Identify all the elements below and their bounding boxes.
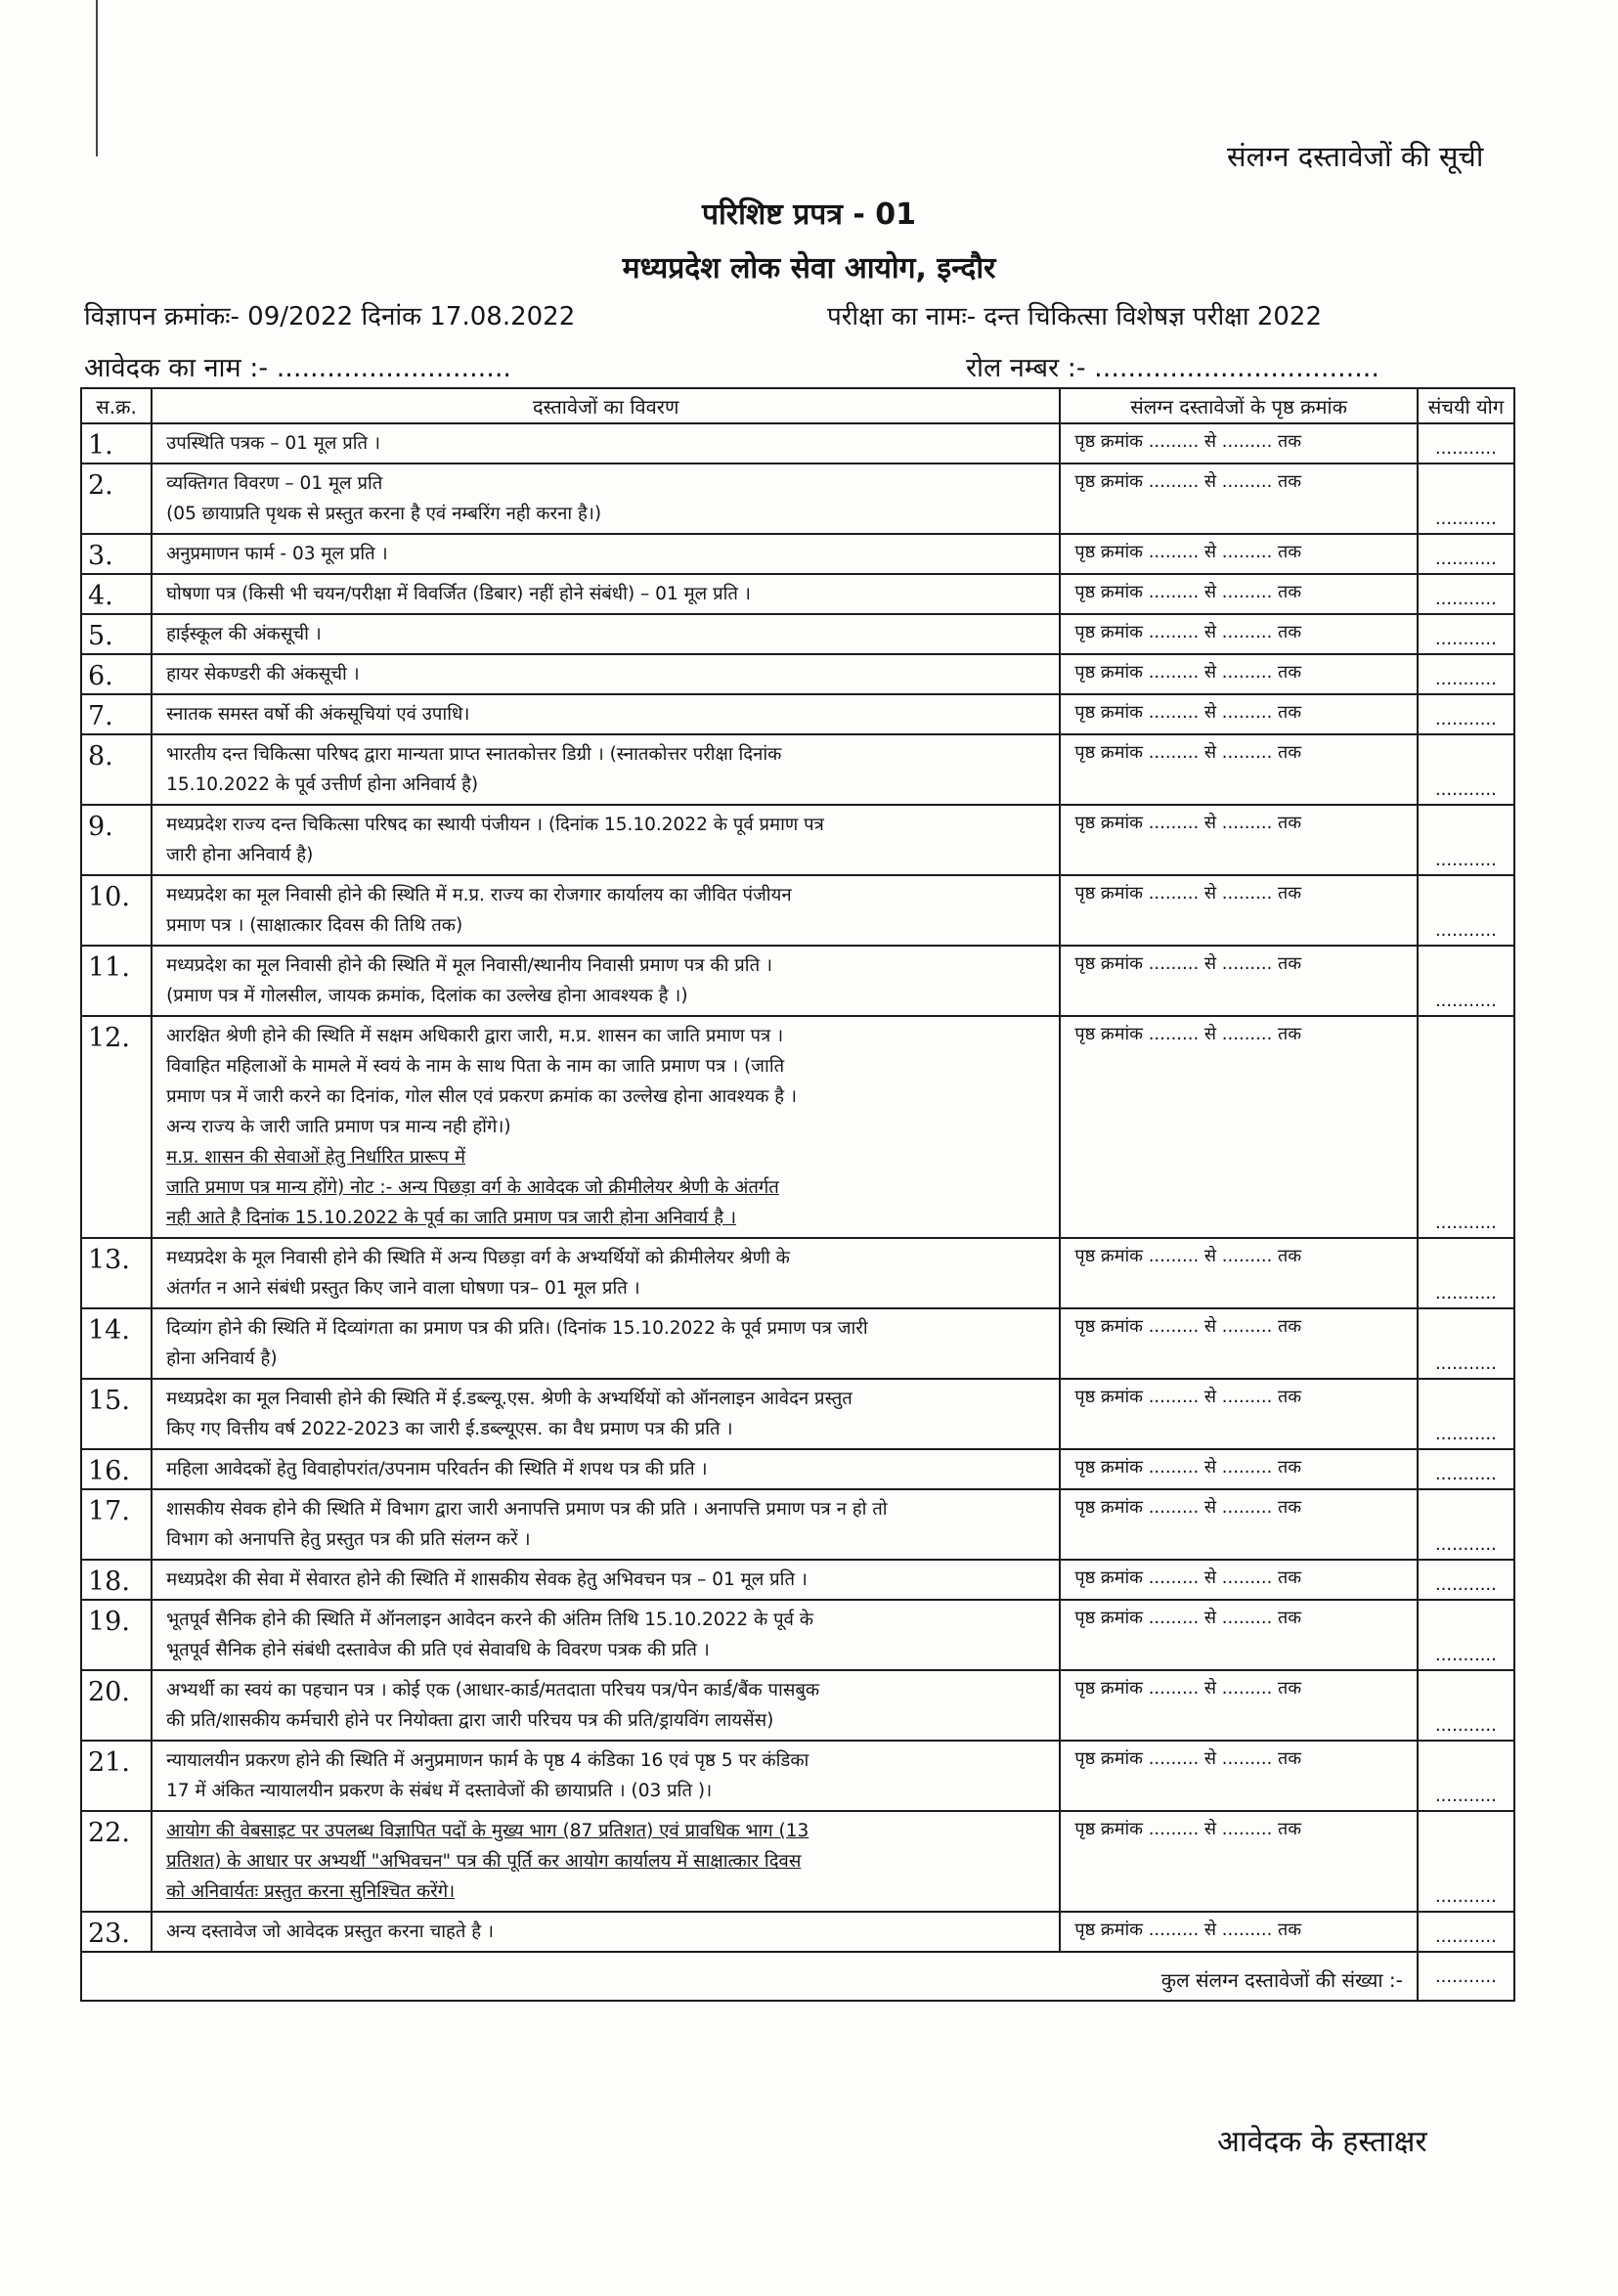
description-line: दिव्यांग होने की स्थिति में दिव्यांगता का प्रमाण पत्र की प्रति। (दिनांक 15.10.2022 के पूर्व प्रमाण पत्र जारी	[166, 1318, 868, 1339]
description-line: मध्यप्रदेश की सेवा में सेवारत होने की स्थिति में शासकीय सेवक हेतु अभिवचन पत्र – 01 मूल प्रति ।	[166, 1569, 808, 1590]
applicant-signature-label: आवेदक के हस्ताक्षर	[1217, 2125, 1427, 2159]
cumulative-total-field: ...........	[1418, 1670, 1514, 1741]
page-number-range-field: पृष्ठ क्रमांक ......... से ......... तक	[1060, 1308, 1417, 1379]
description-line: व्यक्तिगत विवरण – 01 मूल प्रति	[166, 473, 383, 494]
row-serial-number: 3.	[81, 534, 152, 574]
page-number-range-field: पृष्ठ क्रमांक ......... से ......... तक	[1060, 1238, 1417, 1308]
total-value: ...........	[1418, 1952, 1514, 2001]
page-number-range-field: पृष्ठ क्रमांक ......... से ......... तक	[1060, 1489, 1417, 1560]
row-serial-number: 18.	[81, 1560, 152, 1600]
document-list-heading: संलग्न दस्तावेजों की सूची	[1227, 140, 1484, 173]
description-line-underlined: को अनिवार्यतः प्रस्तुत करना सुनिश्चित करेंगे।	[166, 1881, 456, 1902]
cumulative-total-field: ...........	[1418, 1811, 1514, 1912]
cumulative-total-field: ...........	[1418, 734, 1514, 805]
table-row	[81, 614, 1514, 654]
page-number-range-field: पृष्ठ क्रमांक ......... से ......... तक	[1060, 534, 1417, 574]
table-row	[81, 423, 1514, 464]
cumulative-total-field: ...........	[1418, 614, 1514, 654]
cumulative-total-field: ...........	[1418, 805, 1514, 875]
row-description	[152, 694, 1060, 734]
table-row	[81, 1912, 1514, 1952]
description-line-underlined: म.प्र. शासन की सेवाओं हेतु निर्धारित प्रारूप में	[166, 1147, 466, 1168]
row-serial-number: 2.	[81, 464, 152, 534]
row-serial-number: 10.	[81, 875, 152, 946]
page-number-range-field: पृष्ठ क्रमांक ......... से ......... तक	[1060, 734, 1417, 805]
row-description	[152, 654, 1060, 694]
cumulative-total-field: ...........	[1418, 1600, 1514, 1670]
cumulative-total-field: ...........	[1418, 694, 1514, 734]
description-line: 17 में अंकित न्यायालयीन प्रकरण के संबंध में दस्तावेजों की छायाप्रति । (03 प्रति )।	[166, 1781, 713, 1801]
row-description	[152, 946, 1060, 1016]
page-number-range-field: पृष्ठ क्रमांक ......... से ......... तक	[1060, 875, 1417, 946]
row-description	[152, 1449, 1060, 1489]
row-description	[152, 734, 1060, 805]
table-row	[81, 946, 1514, 1016]
cumulative-total-field: ...........	[1418, 946, 1514, 1016]
documents-table	[80, 387, 1515, 2002]
table-row	[81, 1600, 1514, 1670]
cumulative-total-field: ...........	[1418, 1016, 1514, 1238]
description-line: घोषणा पत्र (किसी भी चयन/परीक्षा में विवर्जित (डिबार) नहीं होने संबंधी) – 01 मूल प्रति ।	[166, 584, 751, 604]
row-serial-number: 23.	[81, 1912, 152, 1952]
table-row	[81, 734, 1514, 805]
table-header-row	[81, 388, 1514, 423]
cumulative-total-field: ...........	[1418, 1489, 1514, 1560]
table-row	[81, 654, 1514, 694]
page-number-range-field: पृष्ठ क्रमांक ......... से ......... तक	[1060, 1449, 1417, 1489]
page-number-range-field: पृष्ठ क्रमांक ......... से ......... तक	[1060, 805, 1417, 875]
page-number-range-field: पृष्ठ क्रमांक ......... से ......... तक	[1060, 1741, 1417, 1811]
description-line: भूतपूर्व सैनिक होने की स्थिति में ऑनलाइन आवेदन करने की अंतिम तिथि 15.10.2022 के पूर्व के	[166, 1610, 813, 1630]
header-cumulative-total: संचयी योग	[1418, 388, 1514, 423]
page-number-range-field: पृष्ठ क्रमांक ......... से ......... तक	[1060, 1016, 1417, 1238]
total-row	[81, 1952, 1514, 2001]
description-line: हायर सेकण्डरी की अंकसूची ।	[166, 664, 360, 684]
row-description	[152, 614, 1060, 654]
description-line-underlined: प्रतिशत) के आधार पर अभ्यर्थी "अभिवचन" पत्र की पूर्ति कर आयोग कार्यालय में साक्षात्कार दिवस	[166, 1851, 802, 1872]
description-line: अंतर्गत न आने संबंधी प्रस्तुत किए जाने वाला घोषणा पत्र– 01 मूल प्रति ।	[166, 1278, 640, 1299]
row-serial-number: 19.	[81, 1600, 152, 1670]
description-line: की प्रति/शासकीय कर्मचारी होने पर नियोक्ता द्वारा जारी परिचय पत्र की प्रति/ड्रायविंग लायसेंस)	[166, 1710, 774, 1731]
page-number-range-field: पृष्ठ क्रमांक ......... से ......... तक	[1060, 1600, 1417, 1670]
table-row	[81, 1670, 1514, 1741]
table-row	[81, 1379, 1514, 1449]
row-description	[152, 805, 1060, 875]
row-serial-number: 9.	[81, 805, 152, 875]
row-serial-number: 5.	[81, 614, 152, 654]
row-description	[152, 1912, 1060, 1952]
page-number-range-field: पृष्ठ क्रमांक ......... से ......... तक	[1060, 614, 1417, 654]
total-label: कुल संलग्न दस्तावेजों की संख्या :-	[81, 1952, 1418, 2001]
description-line-underlined: जाति प्रमाण पत्र मान्य होंगे) नोट :- अन्य पिछड़ा वर्ग के आवेदक जो क्रीमीलेयर श्रेणी के अंतर्गत	[166, 1177, 779, 1198]
description-line: विभाग को अनापत्ति हेतु प्रस्तुत पत्र की प्रति संलग्न करें ।	[166, 1529, 531, 1550]
page-number-range-field: पृष्ठ क्रमांक ......... से ......... तक	[1060, 1811, 1417, 1912]
row-description	[152, 1670, 1060, 1741]
row-description	[152, 534, 1060, 574]
table-row	[81, 1560, 1514, 1600]
exam-name: परीक्षा का नामः- दन्त चिकित्सा विशेषज्ञ परीक्षा 2022	[827, 302, 1322, 331]
description-line: किए गए वित्तीय वर्ष 2022-2023 का जारी ई.डब्ल्यूएस. का वैध प्रमाण पत्र की प्रति ।	[166, 1419, 733, 1439]
row-description	[152, 1811, 1060, 1912]
description-line: न्यायालयीन प्रकरण होने की स्थिति में अनुप्रमाणन फार्म के पृष्ठ 4 कंडिका 16 एवं पृष्ठ 5 पर कंडिका	[166, 1750, 809, 1771]
description-line: मध्यप्रदेश के मूल निवासी होने की स्थिति में अन्य पिछड़ा वर्ग के अभ्यर्थियों को क्रीमीलेयर श्रेणी के	[166, 1248, 790, 1268]
cumulative-total-field: ...........	[1418, 574, 1514, 614]
page-number-range-field: पृष्ठ क्रमांक ......... से ......... तक	[1060, 654, 1417, 694]
description-line: 15.10.2022 के पूर्व उत्तीर्ण होना अनिवार्य है)	[166, 774, 479, 795]
page-number-range-field: पृष्ठ क्रमांक ......... से ......... तक	[1060, 1912, 1417, 1952]
row-description	[152, 574, 1060, 614]
form-title: परिशिष्ट प्रपत्र - 01	[702, 198, 916, 232]
header-description: दस्तावेजों का विवरण	[152, 388, 1060, 423]
cumulative-total-field: ...........	[1418, 464, 1514, 534]
table-row	[81, 694, 1514, 734]
cumulative-total-field: ...........	[1418, 534, 1514, 574]
table-row	[81, 1811, 1514, 1912]
commission-name: मध्यप्रदेश लोक सेवा आयोग, इन्दौर	[622, 251, 996, 286]
description-line-underlined: नही आते है दिनांक 15.10.2022 के पूर्व का जाति प्रमाण पत्र जारी होना अनिवार्य है ।	[166, 1208, 736, 1228]
description-line: महिला आवेदकों हेतु विवाहोपरांत/उपनाम परिवर्तन की स्थिति में शपथ पत्र की प्रति ।	[166, 1459, 708, 1479]
page-number-range-field: पृष्ठ क्रमांक ......... से ......... तक	[1060, 464, 1417, 534]
table-row	[81, 1741, 1514, 1811]
row-description	[152, 1308, 1060, 1379]
row-description	[152, 1741, 1060, 1811]
description-line: भूतपूर्व सैनिक होने संबंधी दस्तावेज की प्रति एवं सेवावधि के विवरण पत्रक की प्रति ।	[166, 1640, 710, 1660]
row-serial-number: 22.	[81, 1811, 152, 1912]
row-serial-number: 8.	[81, 734, 152, 805]
table-row	[81, 534, 1514, 574]
row-description	[152, 1489, 1060, 1560]
row-description	[152, 1560, 1060, 1600]
description-line: (05 छायाप्रति पृथक से प्रस्तुत करना है एवं नम्बरिंग नही करना है।)	[166, 504, 602, 524]
cumulative-total-field: ...........	[1418, 423, 1514, 464]
description-line: (प्रमाण पत्र में गोलसील, जायक क्रमांक, दिलांक का उल्लेख होना आवश्यक है ।)	[166, 986, 688, 1006]
row-serial-number: 14.	[81, 1308, 152, 1379]
description-line: भारतीय दन्त चिकित्सा परिषद द्वारा मान्यता प्राप्त स्नातकोत्तर डिग्री । (स्नातकोत्तर परीक्षा दिनांक	[166, 744, 782, 765]
row-serial-number: 12.	[81, 1016, 152, 1238]
row-serial-number: 16.	[81, 1449, 152, 1489]
page-number-range-field: पृष्ठ क्रमांक ......... से ......... तक	[1060, 423, 1417, 464]
page-number-range-field: पृष्ठ क्रमांक ......... से ......... तक	[1060, 694, 1417, 734]
description-line: अन्य दस्तावेज जो आवेदक प्रस्तुत करना चाहते है ।	[166, 1921, 494, 1942]
description-line: मध्यप्रदेश का मूल निवासी होने की स्थिति में म.प्र. राज्य का रोजगार कार्यालय का जीवित पंजीयन	[166, 885, 792, 905]
table-row	[81, 574, 1514, 614]
cumulative-total-field: ...........	[1418, 1449, 1514, 1489]
row-serial-number: 11.	[81, 946, 152, 1016]
row-description	[152, 423, 1060, 464]
description-line: अनुप्रमाणन फार्म - 03 मूल प्रति ।	[166, 544, 388, 564]
description-line: मध्यप्रदेश का मूल निवासी होने की स्थिति में ई.डब्ल्यू.एस. श्रेणी के अभ्यर्थियों को ऑनलाइन आवेदन प्रस्तुत	[166, 1389, 853, 1409]
left-margin-rule	[96, 0, 98, 156]
row-serial-number: 13.	[81, 1238, 152, 1308]
table-row	[81, 464, 1514, 534]
cumulative-total-field: ...........	[1418, 1560, 1514, 1600]
description-line: प्रमाण पत्र में जारी करने का दिनांक, गोल सील एवं प्रकरण क्रमांक का उल्लेख होना आवश्यक है ।	[166, 1086, 798, 1107]
row-serial-number: 7.	[81, 694, 152, 734]
description-line: शासकीय सेवक होने की स्थिति में विभाग द्वारा जारी अनापत्ति प्रमाण पत्र की प्रति । अनापत्ति प्रमाण पत्र न हो तो	[166, 1499, 888, 1520]
roll-number-field: रोल नम्बर :- ..................................	[966, 353, 1379, 383]
row-description	[152, 464, 1060, 534]
header-page-numbers: संलग्न दस्तावेजों के पृष्ठ क्रमांक	[1060, 388, 1417, 423]
description-line-underlined: आयोग की वेबसाइट पर उपलब्ध विज्ञापित पदों के मुख्य भाग (87 प्रतिशत) एवं प्रावधिक भाग (13	[166, 1821, 809, 1841]
description-line: आरक्षित श्रेणी होने की स्थिति में सक्षम अधिकारी द्वारा जारी, म.प्र. शासन का जाति प्रमाण पत्र ।	[166, 1026, 784, 1046]
table-row	[81, 805, 1514, 875]
table-row	[81, 1238, 1514, 1308]
table-row	[81, 1308, 1514, 1379]
page-number-range-field: पृष्ठ क्रमांक ......... से ......... तक	[1060, 1560, 1417, 1600]
row-serial-number: 1.	[81, 423, 152, 464]
row-serial-number: 4.	[81, 574, 152, 614]
row-serial-number: 17.	[81, 1489, 152, 1560]
page-number-range-field: पृष्ठ क्रमांक ......... से ......... तक	[1060, 1379, 1417, 1449]
description-line: विवाहित महिलाओं के मामले में स्वयं के नाम के साथ पिता के नाम का जाति प्रमाण पत्र । (जाति	[166, 1056, 785, 1077]
description-line: प्रमाण पत्र । (साक्षात्कार दिवस की तिथि तक)	[166, 915, 463, 936]
table-row	[81, 875, 1514, 946]
cumulative-total-field: ...........	[1418, 1379, 1514, 1449]
row-serial-number: 15.	[81, 1379, 152, 1449]
description-line: हाईस्कूल की अंकसूची ।	[166, 624, 322, 644]
description-line: उपस्थिति पत्रक – 01 मूल प्रति ।	[166, 433, 380, 454]
row-description	[152, 1016, 1060, 1238]
row-serial-number: 20.	[81, 1670, 152, 1741]
description-line: जारी होना अनिवार्य है)	[166, 845, 314, 865]
description-line: मध्यप्रदेश राज्य दन्त चिकित्सा परिषद का स्थायी पंजीयन । (दिनांक 15.10.2022 के पूर्व प्रमाण पत्र	[166, 815, 824, 835]
applicant-name-field: आवेदक का नाम :- ............................	[84, 353, 512, 383]
table-row	[81, 1449, 1514, 1489]
page-number-range-field: पृष्ठ क्रमांक ......... से ......... तक	[1060, 574, 1417, 614]
table-row	[81, 1489, 1514, 1560]
description-line: होना अनिवार्य है)	[166, 1348, 278, 1369]
cumulative-total-field: ...........	[1418, 1912, 1514, 1952]
row-description	[152, 1600, 1060, 1670]
description-line: मध्यप्रदेश का मूल निवासी होने की स्थिति में मूल निवासी/स्थानीय निवासी प्रमाण पत्र की प्रति ।	[166, 955, 773, 976]
description-line: अभ्यर्थी का स्वयं का पहचान पत्र । कोई एक (आधार-कार्ड/मतदाता परिचय पत्र/पेन कार्ड/बैंक पासबुक	[166, 1680, 820, 1700]
row-serial-number: 6.	[81, 654, 152, 694]
cumulative-total-field: ...........	[1418, 654, 1514, 694]
advertisement-number: विज्ञापन क्रमांकः- 09/2022 दिनांक 17.08.2022	[84, 302, 576, 331]
cumulative-total-field: ...........	[1418, 1238, 1514, 1308]
description-line: स्नातक समस्त वर्षो की अंकसूचियां एवं उपाधि।	[166, 704, 470, 725]
row-description	[152, 1379, 1060, 1449]
table-row	[81, 1016, 1514, 1238]
row-serial-number: 21.	[81, 1741, 152, 1811]
page-number-range-field: पृष्ठ क्रमांक ......... से ......... तक	[1060, 946, 1417, 1016]
cumulative-total-field: ...........	[1418, 1741, 1514, 1811]
row-description	[152, 1238, 1060, 1308]
page-number-range-field: पृष्ठ क्रमांक ......... से ......... तक	[1060, 1670, 1417, 1741]
row-description	[152, 875, 1060, 946]
header-serial: स.क्र.	[81, 388, 152, 423]
cumulative-total-field: ...........	[1418, 875, 1514, 946]
cumulative-total-field: ...........	[1418, 1308, 1514, 1379]
description-line: अन्य राज्य के जारी जाति प्रमाण पत्र मान्य नही होंगे।)	[166, 1117, 511, 1137]
